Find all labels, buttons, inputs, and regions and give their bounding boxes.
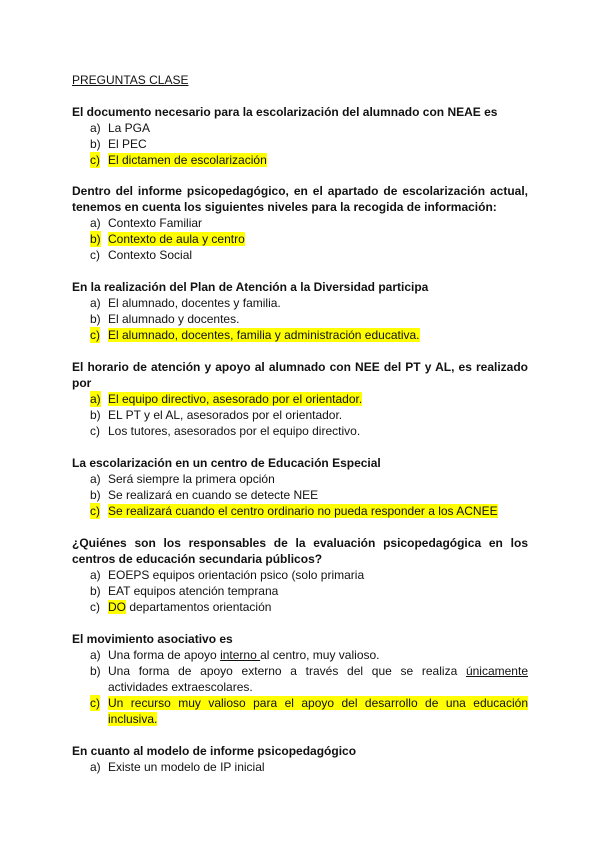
question-4 xyxy=(72,359,528,439)
option-letter: c) xyxy=(90,424,100,438)
option-text: El alumnado y docentes. xyxy=(108,312,240,326)
option-text: al centro, muy valioso. xyxy=(260,648,380,662)
option-c xyxy=(72,695,528,727)
option-text: Una forma de apoyo xyxy=(108,648,221,662)
option-a xyxy=(72,295,528,311)
option-letter: b) xyxy=(90,312,101,326)
question-text: El horario de atención y apoyo al alumnado con NEE del PT y AL, es realizado por xyxy=(72,360,528,390)
option-letter: a) xyxy=(90,760,101,774)
option-letter: b) xyxy=(90,137,101,151)
question-text: En la realización del Plan de Atención a la Diversidad participa xyxy=(72,280,429,294)
option-a xyxy=(72,215,528,231)
question-7 xyxy=(72,631,528,727)
option-text: actividades extraescolares. xyxy=(108,680,253,694)
option-b xyxy=(72,663,528,695)
option-text: Se realizará en cuando se detecte NEE xyxy=(108,488,319,502)
option-letter: c) xyxy=(90,600,100,614)
option-a xyxy=(72,120,528,136)
option-text: El PEC xyxy=(108,137,147,151)
option-text: Existe un modelo de IP inicial xyxy=(108,760,265,774)
option-letter: b) xyxy=(90,488,101,502)
question-text: ¿Quiénes son los responsables de la evaluación psicopedagógica en los centros de educación secundaria públicos? xyxy=(72,536,528,566)
option-letter: c) xyxy=(90,248,100,262)
option-text-highlighted: Un recurso muy valioso para el apoyo del desarrollo de una educación inclusiva. xyxy=(108,696,528,726)
question-3 xyxy=(72,279,528,343)
option-letter: c) xyxy=(90,504,100,518)
option-text: Los tutores, asesorados por el equipo directivo. xyxy=(108,424,361,438)
option-a xyxy=(72,759,528,775)
option-c xyxy=(72,247,528,263)
option-c xyxy=(72,599,528,615)
option-letter: c) xyxy=(90,328,100,342)
option-text-underlined: interno xyxy=(220,648,261,662)
option-c xyxy=(72,327,528,343)
question-8 xyxy=(72,743,528,775)
option-b xyxy=(72,231,528,247)
option-text: EL PT y el AL, asesorados por el orientador. xyxy=(108,408,343,422)
question-6 xyxy=(72,535,528,615)
option-b xyxy=(72,583,528,599)
option-text-highlighted: El equipo directivo, asesorado por el orientador. xyxy=(108,392,363,406)
option-letter: c) xyxy=(90,696,100,710)
question-text: Dentro del informe psicopedagógico, en el apartado de escolarización actual, tenemos en cuenta los siguientes niveles para la recogida de información: xyxy=(72,184,528,214)
option-text: Será siempre la primera opción xyxy=(108,472,275,486)
option-letter: a) xyxy=(90,472,101,486)
option-a xyxy=(72,391,528,407)
option-c xyxy=(72,503,528,519)
option-text: Contexto Social xyxy=(108,248,193,262)
option-text-highlighted: El dictamen de escolarización xyxy=(108,153,267,167)
option-c xyxy=(72,423,528,439)
option-letter: b) xyxy=(90,232,101,246)
option-b xyxy=(72,487,528,503)
option-letter: b) xyxy=(90,664,101,678)
option-text-highlighted: El alumnado, docentes, familia y administración educativa. xyxy=(108,328,420,342)
option-text: EAT equipos atención temprana xyxy=(108,584,279,598)
option-text: Una forma de apoyo externo a través del que se realiza xyxy=(108,664,466,678)
question-text: La escolarización en un centro de Educación Especial xyxy=(72,456,381,470)
option-letter: a) xyxy=(90,392,101,406)
option-letter: a) xyxy=(90,648,101,662)
option-a xyxy=(72,567,528,583)
option-text: Contexto Familiar xyxy=(108,216,203,230)
question-text: El movimiento asociativo es xyxy=(72,632,233,646)
option-text-underlined: únicamente xyxy=(465,664,528,678)
option-letter: b) xyxy=(90,408,101,422)
option-letter: a) xyxy=(90,121,101,135)
document-title: PREGUNTAS CLASE xyxy=(72,73,189,87)
question-text: El documento necesario para la escolarización del alumnado con NEAE es xyxy=(72,105,498,119)
option-b xyxy=(72,407,528,423)
option-text: departamentos orientación xyxy=(126,600,272,614)
option-c xyxy=(72,152,528,168)
question-1 xyxy=(72,104,528,168)
option-text-highlighted: Contexto de aula y centro xyxy=(108,232,245,246)
option-text-highlighted: DO xyxy=(108,600,126,614)
option-a xyxy=(72,647,528,663)
option-b xyxy=(72,311,528,327)
question-text: En cuanto al modelo de informe psicopedagógico xyxy=(72,744,357,758)
option-text: El alumnado, docentes y familia. xyxy=(108,296,281,310)
option-text: La PGA xyxy=(108,121,151,135)
question-2 xyxy=(72,183,528,263)
option-letter: a) xyxy=(90,216,101,230)
option-letter: a) xyxy=(90,568,101,582)
option-a xyxy=(72,471,528,487)
option-letter: a) xyxy=(90,296,101,310)
option-b xyxy=(72,136,528,152)
option-letter: b) xyxy=(90,584,101,598)
question-5 xyxy=(72,455,528,519)
option-letter: c) xyxy=(90,153,100,167)
option-text: EOEPS equipos orientación psico (solo primaria xyxy=(108,568,365,582)
option-text-highlighted: Se realizará cuando el centro ordinario no pueda responder a los ACNEE xyxy=(108,504,498,518)
